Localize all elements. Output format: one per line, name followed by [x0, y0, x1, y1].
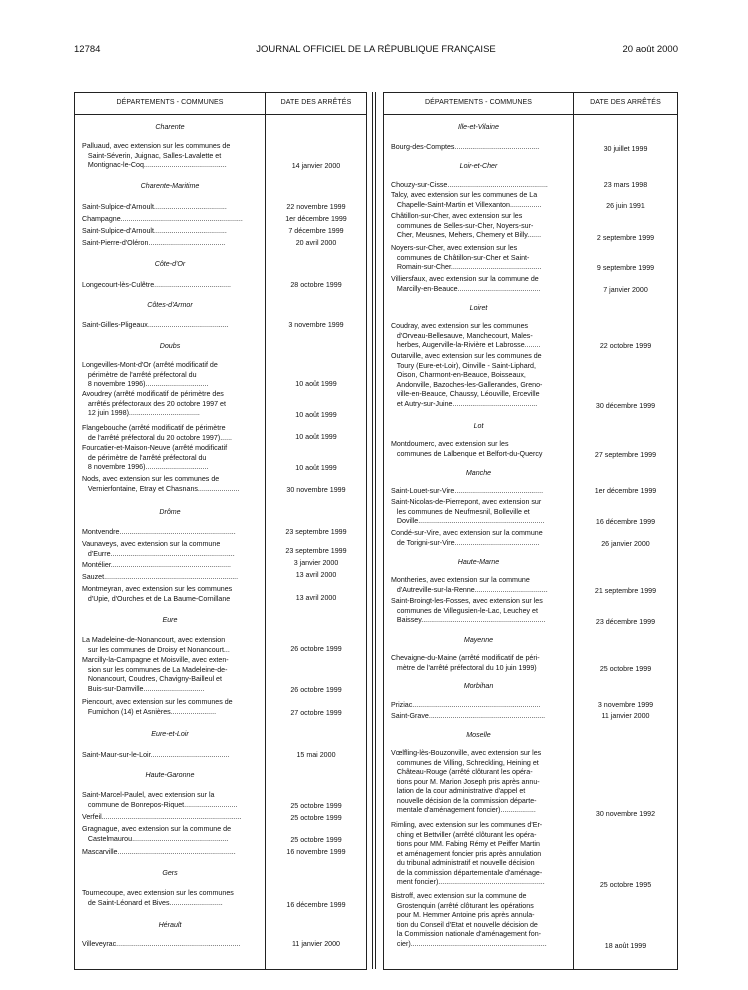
arrete-date: 7 janvier 2000 [603, 286, 648, 294]
commune-entry: Rimling, avec extension sur les communes d'Er- ching et Bettviller (arrêté clôturant les opéra- tions pour MM. Fabing Rémy et Peiffer Martin et aménagement foncier pris après annulation du tribunal administratif et nouvelle décision de la commission départementale d'aménage- ment foncier)...................................................... [391, 821, 545, 886]
commune-entry: Piencourt, avec extension sur les communes de Fumichon (14) et Asnières....................... [82, 698, 233, 716]
page-header [74, 44, 678, 58]
header-dates: DATE DES ARRÊTÉS [280, 99, 352, 106]
arrete-date: 21 septembre 1999 [594, 587, 657, 595]
arrete-date: 25 octobre 1999 [290, 802, 342, 810]
department-heading: Côte-d'Or [154, 260, 186, 268]
arrete-date: 30 juillet 1999 [603, 145, 648, 153]
right-table [383, 92, 678, 970]
commune-entry: Saint-Sulpice-d'Arnoult..................................... [82, 227, 227, 235]
commune-entry: Avoudrey (arrêté modificatif de périmètre des arrêtés préfectoraux des 20 octobre 1997 et 12 juin 1998).................................... [82, 390, 226, 417]
department-heading: Haute-Garonne [145, 771, 195, 779]
arrete-date: 3 janvier 2000 [293, 559, 339, 567]
commune-entry: Verfeil....................................................................... [82, 813, 242, 821]
commune-entry: Chevaigne-du-Maine (arrêté modificatif de péri- mètre de l'arrêté préfectoral du 10 juin 1999) [391, 654, 540, 672]
arrete-date: 26 octobre 1999 [290, 686, 342, 694]
commune-entry: Chouzy-sur-Cisse................................................... [391, 181, 548, 189]
arrete-date: 9 septembre 1999 [596, 264, 655, 272]
commune-entry: Montmeyran, avec extension sur les communes d'Upie, d'Ourches et de La Baume-Cornillane [82, 585, 233, 603]
commune-entry: Saint-Gilles-Pligeaux......................................... [82, 321, 229, 329]
department-heading: Doubs [159, 342, 181, 350]
arrete-date: 2 septembre 1999 [596, 234, 655, 242]
commune-entry: Montvendre........................................................... [82, 528, 236, 536]
arrete-date: 30 décembre 1999 [595, 402, 656, 410]
issue-date: 20 août 2000 [622, 44, 678, 55]
commune-entry: Montélier............................................................. [82, 561, 232, 569]
commune-entry: Saint-Nicolas-de-Pierrepont, avec extension sur les communes de Neufmesnil, Bolleville et Doville................................................................ [391, 498, 545, 525]
arrete-date: 15 mai 2000 [296, 751, 336, 759]
commune-entry: Champagne.............................................................. [82, 215, 243, 223]
commune-entry: Mascarville............................................................ [82, 848, 236, 856]
commune-entry: Coudray, avec extension sur les communes d'Orveau-Bellesauve, Manchecourt, Males- herbes, Augerville-la-Rivière et Labrosse........ [391, 322, 541, 349]
commune-entry: Flangebouche (arrêté modificatif de périmètre de l'arrêté préfectoral du 20 octobre 1997)...... [82, 424, 233, 442]
commune-entry: Saint-Pierre-d'Oléron....................................... [82, 239, 226, 247]
department-heading: Charente-Maritime [140, 182, 200, 190]
arrete-date: 16 décembre 1999 [286, 901, 346, 909]
arrete-date: 1er décembre 1999 [285, 215, 347, 223]
department-heading: Drôme [159, 508, 181, 516]
commune-entry: Bistroff, avec extension sur la commune de Grostenquin (arrêté clôturant les opérations pour M. Hemmer Antoine pris après annula- tion du Conseil d'Etat et nouvelle décision de la Commission nationale d'aménagement fon- cier)..................................................................... [391, 892, 547, 948]
commune-entry: Vœlfling-lès-Bouzonville, avec extension sur les communes de Villing, Schreckling, Heining et Château-Rouge (arrêté clôturant les opéra- tions pour M. Marion Joseph pris après annu- lation de la cour administrative d'appel et nouvelle décision de la commission départe- mentale d'aménagement foncier).................. [391, 749, 542, 814]
department-heading: Loiret [469, 304, 488, 312]
arrete-date: 16 décembre 1999 [595, 518, 656, 526]
commune-entry: Vaunaveys, avec extension sur la commune d'Eurre............................................................... [82, 540, 235, 558]
commune-entry: Palluaud, avec extension sur les communes de Saint-Séverin, Juignac, Salles-Lavalette et Montignac-le-Coq.......................................... [82, 142, 231, 169]
department-heading: Mayenne [463, 636, 494, 644]
commune-entry: Talcy, avec extension sur les communes de La Chapelle-Saint-Martin et Villexanton................ [391, 191, 542, 209]
commune-entry: Noyers-sur-Cher, avec extension sur les communes de Châtillon-sur-Cher et Saint- Romain-sur-Cher.............................................. [391, 244, 542, 271]
arrete-date: 23 mars 1998 [603, 181, 648, 189]
department-heading: Lot [473, 422, 484, 430]
department-heading: Morbihan [463, 682, 494, 690]
department-heading: Haute-Marne [457, 558, 500, 566]
commune-entry: Longevilles-Mont-d'Or (arrêté modificatif de périmètre de l'arrêté préfectoral du 8 novembre 1996)................................ [82, 361, 218, 388]
header-dates: DATE DES ARRÊTÉS [590, 99, 661, 106]
arrete-date: 26 janvier 2000 [601, 540, 650, 548]
arrete-date: 10 août 1999 [295, 380, 337, 388]
arrete-date: 27 septembre 1999 [594, 451, 657, 459]
header-communes: DÉPARTEMENTS - COMMUNES [116, 99, 224, 106]
commune-entry: Saint-Sulpice-d'Arnoult..................................... [82, 203, 227, 211]
arrete-date: 30 novembre 1999 [286, 486, 346, 494]
department-heading: Hérault [158, 921, 182, 929]
commune-entry: Bourg-des-Comptes........................................... [391, 143, 540, 151]
arrete-date: 11 janvier 2000 [601, 712, 650, 720]
commune-entry: Saint-Marcel-Paulel, avec extension sur la commune de Bonrepos-Riquet........................... [82, 791, 238, 809]
commune-entry: Tournecoupe, avec extension sur les communes de Saint-Léonard et Bives........................... [82, 889, 234, 907]
commune-entry: Saint-Broingt-les-Fosses, avec extension sur les communes de Villegusien-le-Lac, Leuchey et Baissey............................................................... [391, 597, 546, 624]
commune-entry: Priziac................................................................. [391, 701, 541, 709]
commune-entry: Longecourt-lès-Culêtre....................................... [82, 281, 232, 289]
arrete-date: 10 août 1999 [295, 411, 337, 419]
department-heading: Eure-et-Loir [151, 730, 189, 738]
arrete-date: 10 août 1999 [295, 433, 337, 441]
commune-entry: Villiersfaux, avec extension sur la commune de Marcilly-en-Beauce.......................................... [391, 275, 541, 293]
department-heading: Eure [162, 616, 178, 624]
commune-entry: Gragnague, avec extension sur la commune de Castelmaurou................................................. [82, 825, 232, 843]
commune-entry: Nods, avec extension sur les communes de Vernierfontaine, Etray et Chasnans..................... [82, 475, 240, 493]
commune-entry: Saint-Louet-sur-Vire............................................. [391, 487, 544, 495]
arrete-date: 25 octobre 1999 [290, 814, 342, 822]
commune-entry: Montdoumerc, avec extension sur les communes de Lalbenque et Belfort-du-Quercy [391, 440, 543, 458]
arrete-date: 22 octobre 1999 [599, 342, 652, 350]
arrete-date: 26 octobre 1999 [290, 645, 342, 653]
arrete-date: 26 juin 1991 [606, 202, 645, 210]
arrete-date: 3 novembre 1999 [597, 701, 654, 709]
page-number: 12784 [74, 44, 101, 55]
arrete-date: 18 août 1999 [604, 942, 647, 950]
arrete-date: 10 août 1999 [295, 464, 337, 472]
arrete-date: 23 septembre 1999 [285, 528, 347, 536]
commune-entry: Châtillon-sur-Cher, avec extension sur les communes de Selles-sur-Cher, Noyers-sur- Cher, Meusnes, Mehers, Chemery et Billy....... [391, 212, 542, 239]
department-heading: Côtes-d'Armor [147, 301, 193, 309]
commune-entry: Montheries, avec extension sur la commune d'Autreville-sur-la-Renne..................................... [391, 576, 548, 594]
table-body [75, 92, 366, 969]
arrete-date: 23 septembre 1999 [285, 547, 347, 555]
department-heading: Gers [162, 869, 178, 877]
department-heading: Charente [155, 123, 185, 131]
commune-entry: Saint-Maur-sur-le-Loir........................................ [82, 751, 230, 759]
arrete-date: 1er décembre 1999 [594, 487, 657, 495]
arrete-date: 20 avril 2000 [295, 239, 337, 247]
arrete-date: 11 janvier 2000 [292, 940, 340, 948]
arrete-date: 28 octobre 1999 [290, 281, 342, 289]
arrete-date: 23 décembre 1999 [595, 618, 656, 626]
arrete-date: 25 octobre 1999 [599, 665, 652, 673]
commune-entry: Sauzet.................................................................... [82, 573, 239, 581]
arrete-date: 30 novembre 1992 [595, 810, 656, 818]
department-heading: Loir-et-Cher [459, 162, 498, 170]
arrete-date: 3 novembre 1999 [288, 321, 344, 329]
department-heading: Manche [465, 469, 492, 477]
commune-entry: Fourcatier-et-Maison-Neuve (arrêté modificatif de périmètre de l'arrêté préfectoral du 8 novembre 1996)................................ [82, 444, 228, 471]
commune-entry: Condé-sur-Vire, avec extension sur la commune de Torigni-sur-Vire........................................... [391, 529, 543, 547]
department-heading: Moselle [466, 731, 491, 739]
department-heading: Ille-et-Vilaine [458, 123, 499, 131]
arrete-date: 13 avril 2000 [295, 594, 337, 602]
left-table [74, 92, 367, 970]
arrete-date: 22 novembre 1999 [286, 203, 346, 211]
arrete-date: 16 novembre 1999 [286, 848, 346, 856]
arrete-date: 25 octobre 1995 [599, 881, 652, 889]
arrete-date: 14 janvier 2000 [291, 162, 341, 170]
arrete-date: 25 octobre 1999 [290, 836, 342, 844]
header-communes: DÉPARTEMENTS - COMMUNES [424, 99, 533, 106]
column-separator [375, 92, 376, 969]
table-body [384, 92, 677, 969]
arrete-date: 13 avril 2000 [295, 571, 337, 579]
commune-entry: La Madeleine-de-Nonancourt, avec extension sur les communes de Droisy et Nonancourt... [82, 636, 230, 654]
arrete-date: 7 décembre 1999 [288, 227, 344, 235]
commune-entry: Marcilly-la-Campagne et Moisville, avec exten- sion sur les communes de La Madeleine-de- Nonancourt, Coudres, Chavigny-Bailleul et Buis-sur-Damville............................... [82, 656, 229, 693]
arrete-date: 27 octobre 1999 [290, 709, 342, 717]
commune-entry: Saint-Grave........................................................... [391, 712, 546, 720]
journal-title: JOURNAL OFFICIEL DE LA RÉPUBLIQUE FRANÇAISE [256, 44, 496, 55]
commune-entry: Villeveyrac............................................................... [82, 940, 241, 948]
commune-entry: Outarville, avec extension sur les communes de Toury (Eure-et-Loir), Oinville - Saint-Liphard, Oison, Charmont-en-Beauce, Boisseaux, Andonville, Bazoches-les-Gallerandes, Greno- ville-en-Beauce, Chaussy, Léouville, Erceville et Autry-sur-Juine........................................... [391, 352, 543, 408]
column-separator [372, 92, 373, 969]
